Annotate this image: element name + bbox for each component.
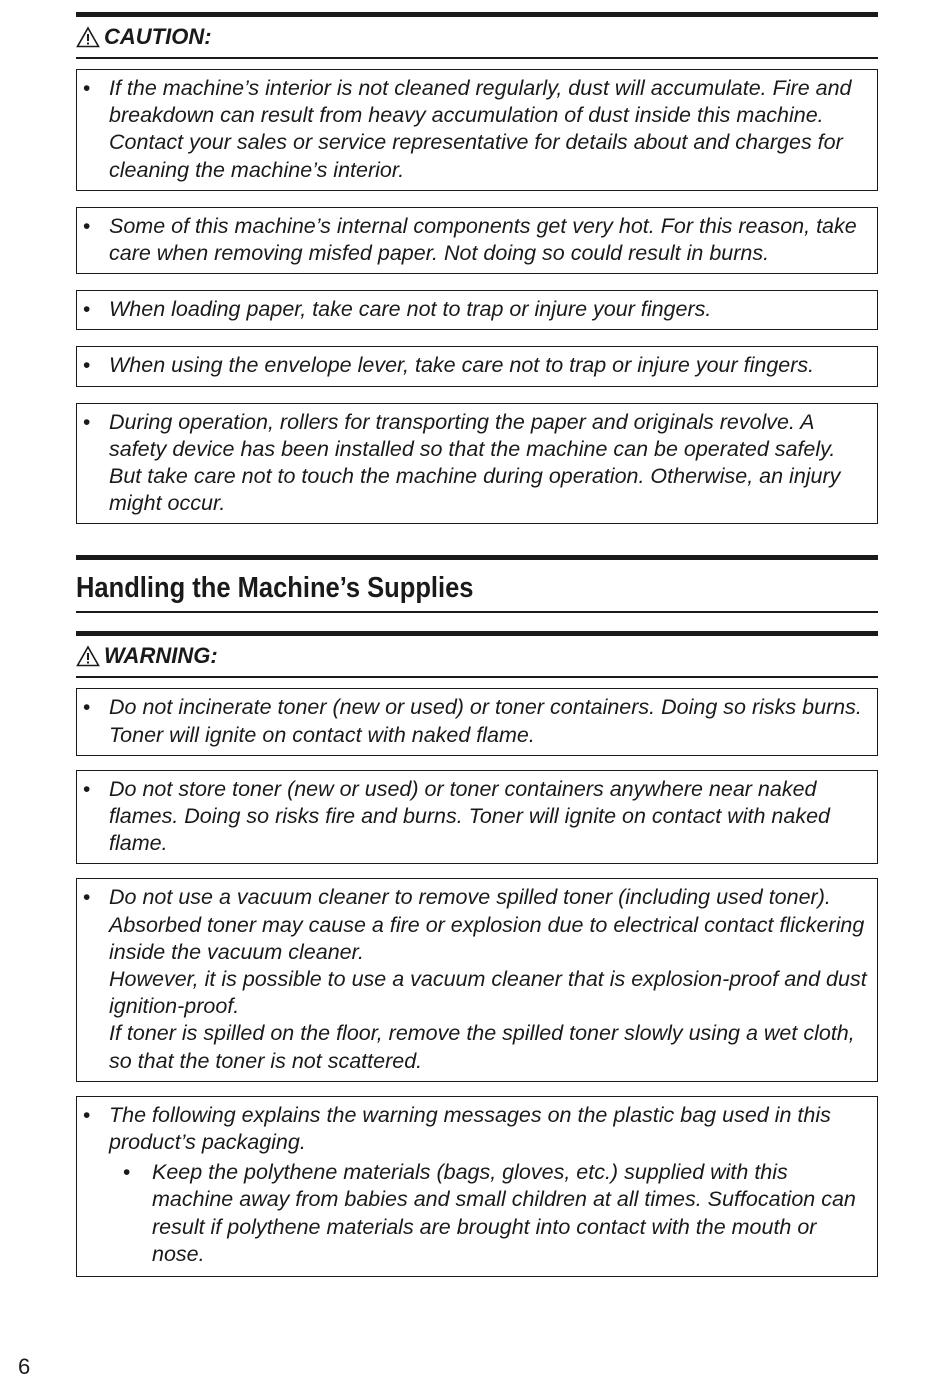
section-top-rule (76, 555, 878, 560)
caution-item-4 (76, 346, 878, 386)
warning-item-text: Do not incinerate toner (new or used) or toner containers. Doing so risks burns. Toner will ignite on contact with naked flame. (109, 695, 862, 747)
warning-triangle-icon (76, 645, 100, 667)
bullet: • (83, 886, 91, 910)
warning-triangle-icon (76, 26, 100, 48)
warning-sub-item (109, 1159, 869, 1268)
page-number: 6 (18, 1354, 31, 1379)
bullet: • (83, 214, 91, 238)
caution-item-3 (76, 290, 878, 330)
warning-item-line: Do not use a vacuum cleaner to remove spilled toner (including used toner). (109, 885, 831, 910)
warning-heading (76, 636, 878, 676)
bullet: • (83, 354, 91, 378)
caution-item-text: Some of this machine’s internal components get very hot. For this reason, take care when removing misfed paper. Not doing so could result in burns. (109, 213, 857, 266)
caution-item-text: If the machine’s interior is not cleaned regularly, dust will accumulate. Fire and breakdown can result from heavy accumulation of dust inside this machine. Contact your sales or service representative for details about and charges for cleaning the machine’s interior. (109, 76, 852, 182)
warning-item-4 (76, 1096, 878, 1277)
warning-item-1 (76, 688, 878, 755)
bullet: • (83, 777, 91, 801)
warning-sub-item-text: Keep the polythene materials (bags, gloves, etc.) supplied with this machine away from babies and small children at all times. Suffocation can result if polythene materials are brought into contact with the mouth or nose. (152, 1160, 856, 1266)
section-title: Handling the Machine’s Supplies (76, 572, 474, 605)
warning-item-3 (76, 878, 878, 1081)
page-content (76, 12, 878, 1277)
warning-item-line: Absorbed toner may cause a fire or explosion due to electrical contact flickering inside the vacuum cleaner. (109, 912, 865, 964)
caution-item-text: When using the envelope lever, take care not to trap or injure your fingers. (109, 353, 815, 378)
caution-heading-text: CAUTION: (104, 24, 212, 49)
caution-bottom-rule (76, 57, 878, 59)
warning-heading-text: WARNING: (104, 643, 218, 669)
caution-item-2 (76, 207, 878, 274)
bullet: • (83, 298, 91, 322)
bullet: • (83, 410, 91, 434)
warning-item-text: Do not store toner (new or used) or toner containers anywhere near naked flames. Doing so risks fire and burns. Toner will ignite on contact with naked flame. (109, 776, 831, 856)
warning-bottom-rule (76, 676, 878, 678)
caution-item-text: During operation, rollers for transporting the paper and originals revolve. A safety device has been installed so that the machine can be operated safely. But take care not to touch the machine during operation. Otherwise, an injury might occur. (109, 409, 841, 516)
warning-item-line: However, it is possible to use a vacuum cleaner that is explosion-proof and dust ignition-proof. (109, 967, 867, 1019)
caution-item-1 (76, 69, 878, 191)
caution-item-5 (76, 403, 878, 525)
warning-item-line: If toner is spilled on the floor, remove the spilled toner slowly using a wet cloth, so that the toner is not scattered. (109, 1021, 855, 1073)
warning-item-2 (76, 770, 878, 865)
caution-item-text: When loading paper, take care not to trap or injure your fingers. (109, 297, 712, 322)
bullet: • (83, 77, 91, 100)
bullet: • (83, 1103, 91, 1127)
caution-heading (76, 17, 878, 57)
warning-item-text: The following explains the warning messages on the plastic bag used in this product’s packaging. (109, 1102, 831, 1155)
sub-bullet: • (123, 1161, 131, 1185)
bullet: • (83, 696, 91, 720)
